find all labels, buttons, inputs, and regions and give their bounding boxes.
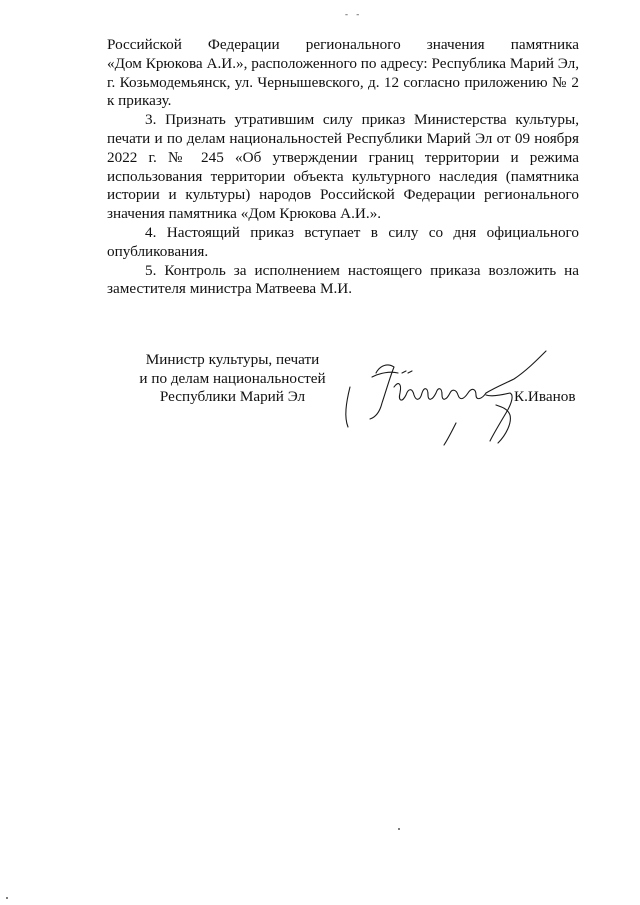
scan-artifact: - -: [345, 9, 363, 19]
continuation-line-1: Российской Федерации регионального значения памятника: [107, 36, 579, 53]
document-body: [107, 36, 579, 299]
paragraph-5: 5. Контроль за исполнением настоящего приказа возложить на заместителя министра Матвеева М.И.: [107, 261, 579, 298]
scan-speck: [398, 828, 400, 830]
signatory-title-line: Республики Марий Эл: [159, 388, 306, 405]
paragraph-4: 4. Настоящий приказ вступает в силу со дня официального опубликования.: [107, 223, 579, 260]
continuation-line-2: «Дом Крюкова А.И.», расположенного по адресу: Республика Марий Эл, г. Козьмодемьянск, ул. Чернышевского, д. 12 согласно приложению № 2 к приказу.: [107, 54, 579, 110]
scan-speck: [6, 897, 8, 899]
signatory-name: К.Иванов: [514, 388, 576, 405]
signatory-title-line: Министр культуры, печати: [145, 351, 320, 368]
signatory-title: [110, 351, 355, 407]
signatory-title-line: и по делам национальностей: [139, 369, 326, 387]
signature-block: [0, 351, 640, 451]
paragraph-3: 3. Признать утратившим силу приказ Министерства культуры, печати и по делам национальностей Республики Марий Эл от 09 ноября 2022 г. № 245 «Об утверждении границ территории и режима использования территории объекта культурного наследия (памятника истории и культуры) народов Российской Федерации регионального значения памятника «Дом Крюкова А.И.».: [107, 111, 579, 223]
